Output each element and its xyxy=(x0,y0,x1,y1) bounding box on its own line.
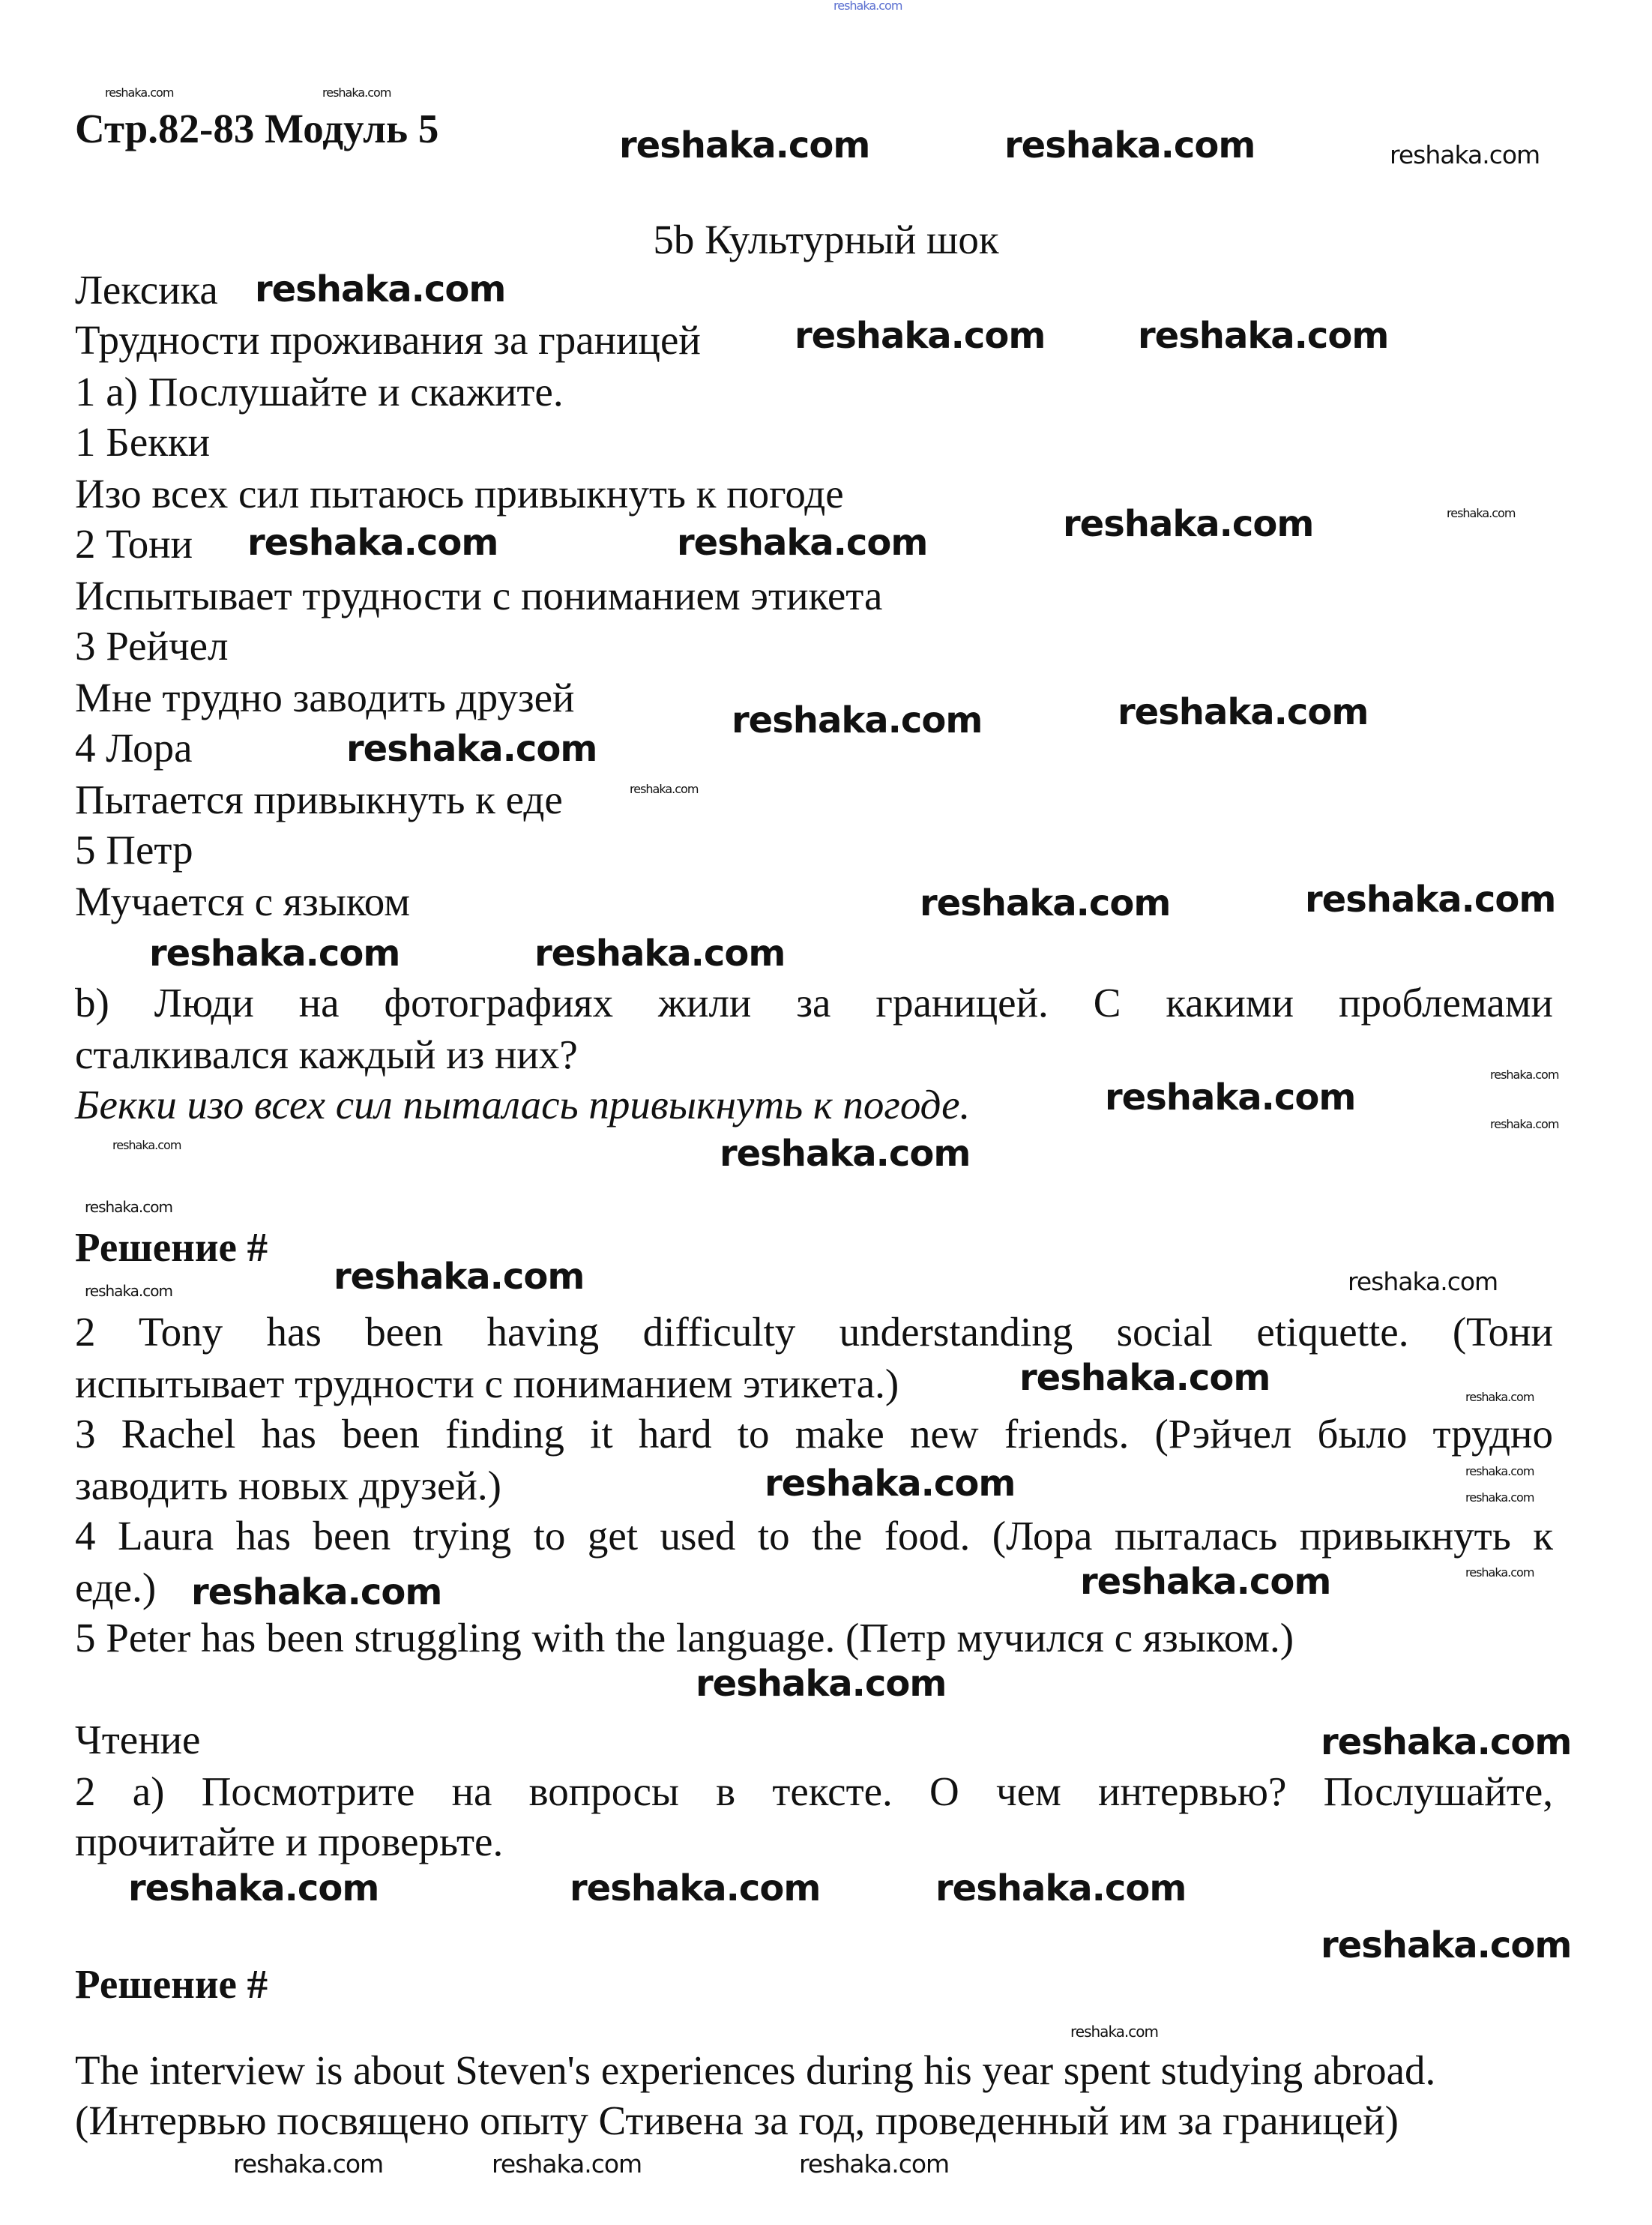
watermark: reshaka.com xyxy=(492,2149,642,2179)
watermark: reshaka.com xyxy=(1490,1117,1559,1131)
watermark: reshaka.com xyxy=(799,2149,950,2179)
watermark: reshaka.com xyxy=(255,268,506,310)
watermark: reshaka.com xyxy=(1465,1390,1534,1404)
section-heading-vocabulary: Лексика xyxy=(75,267,218,313)
solution-line: 3 Rachel has been finding it hard to make new friends. (Рэйчел было трудно xyxy=(75,1411,1553,1457)
task-2a-line2: прочитайте и проверьте. xyxy=(75,1819,504,1864)
solution-line: 2 Tony has been having difficulty understanding social etiquette. (Тони xyxy=(75,1309,1553,1355)
item-name: 2 Тони xyxy=(75,521,193,567)
task-1a: 1 a) Послушайте и скажите. xyxy=(75,369,564,415)
solution-line: The interview is about Steven's experiences during his year spent studying abroad. xyxy=(75,2047,1436,2093)
watermark: reshaka.com xyxy=(85,1198,172,1216)
watermark: reshaka.com xyxy=(85,1282,172,1300)
watermark: reshaka.com xyxy=(1305,879,1556,921)
watermark: reshaka.com xyxy=(570,1867,821,1909)
watermark: reshaka.com xyxy=(1321,1924,1572,1966)
watermark: reshaka.com xyxy=(795,315,1046,357)
watermark: reshaka.com xyxy=(112,1138,181,1152)
watermark: reshaka.com xyxy=(1465,1464,1534,1478)
watermark: reshaka.com xyxy=(1063,503,1314,545)
watermark: reshaka.com xyxy=(1105,1077,1356,1118)
solution-line: 4 Laura has been trying to get used to the food. (Лора пыталась привыкнуть к xyxy=(75,1513,1553,1559)
lesson-title: 5b Культурный шок xyxy=(653,217,999,262)
item-text: Мучается с языком xyxy=(75,879,411,924)
watermark: reshaka.com xyxy=(247,522,498,564)
task-2a-line1: 2 a) Посмотрите на вопросы в тексте. О чем интервью? Послушайте, xyxy=(75,1768,1553,1814)
watermark: reshaka.com xyxy=(105,85,174,100)
solution-heading: Решение # xyxy=(75,1961,268,2007)
watermark: reshaka.com xyxy=(732,699,983,741)
watermark: reshaka.com xyxy=(1490,1068,1559,1082)
watermark: reshaka.com xyxy=(619,124,870,166)
item-name: 5 Петр xyxy=(75,827,193,873)
watermark: reshaka.com xyxy=(534,933,786,975)
watermark: reshaka.com xyxy=(191,1571,442,1613)
watermark: reshaka.com xyxy=(128,1867,379,1909)
watermark: reshaka.com xyxy=(149,933,400,975)
watermark: reshaka.com xyxy=(833,0,902,13)
watermark: reshaka.com xyxy=(1138,315,1389,357)
watermark: reshaka.com xyxy=(920,882,1171,924)
item-text: Испытывает трудности с пониманием этикета xyxy=(75,573,883,618)
item-name: 3 Рейчел xyxy=(75,623,229,669)
watermark: reshaka.com xyxy=(322,85,391,100)
page-title: Стр.82-83 Модуль 5 xyxy=(75,106,439,151)
watermark: reshaka.com xyxy=(1348,1267,1498,1296)
watermark: reshaka.com xyxy=(1447,506,1516,520)
item-text: Изо всех сил пытаюсь привыкнуть к погоде xyxy=(75,471,844,517)
watermark: reshaka.com xyxy=(1019,1357,1270,1399)
watermark: reshaka.com xyxy=(346,728,597,770)
item-text: Пытается привыкнуть к еде xyxy=(75,777,563,822)
watermark: reshaka.com xyxy=(1465,1565,1534,1580)
watermark: reshaka.com xyxy=(1465,1490,1534,1505)
solution-heading: Решение # xyxy=(75,1224,268,1270)
solution-line: 5 Peter has been struggling with the language. (Петр мучился с языком.) xyxy=(75,1615,1294,1661)
watermark: reshaka.com xyxy=(1390,140,1540,169)
watermark: reshaka.com xyxy=(630,782,699,796)
watermark: reshaka.com xyxy=(696,1663,947,1705)
watermark: reshaka.com xyxy=(233,2149,384,2179)
item-name: 4 Лора xyxy=(75,725,193,771)
task-1b-line2: сталкивался каждый из них? xyxy=(75,1032,578,1077)
watermark: reshaka.com xyxy=(935,1867,1187,1909)
solution-line: еде.) xyxy=(75,1565,157,1610)
watermark: reshaka.com xyxy=(1118,691,1369,733)
watermark: reshaka.com xyxy=(1004,124,1255,166)
topic-title: Трудности проживания за границей xyxy=(75,317,701,363)
watermark: reshaka.com xyxy=(1070,2023,1158,2041)
item-name: 1 Бекки xyxy=(75,419,211,465)
section-heading-reading: Чтение xyxy=(75,1717,201,1762)
example-answer: Бекки изо всех сил пыталась привыкнуть к погоде. xyxy=(75,1082,971,1127)
solution-line: испытывает трудности с пониманием этикета.) xyxy=(75,1361,899,1406)
item-text: Мне трудно заводить друзей xyxy=(75,675,575,720)
task-1b-line1: b) Люди на фотографиях жили за границей. С какими проблемами xyxy=(75,980,1553,1026)
solution-line: (Интервью посвящено опыту Стивена за год, проведенный им за границей) xyxy=(75,2098,1399,2143)
watermark: reshaka.com xyxy=(1080,1561,1331,1603)
watermark: reshaka.com xyxy=(334,1256,585,1298)
solution-line: заводить новых друзей.) xyxy=(75,1463,501,1508)
watermark: reshaka.com xyxy=(720,1133,971,1175)
watermark: reshaka.com xyxy=(765,1463,1016,1505)
watermark: reshaka.com xyxy=(677,522,928,564)
watermark: reshaka.com xyxy=(1321,1721,1572,1763)
